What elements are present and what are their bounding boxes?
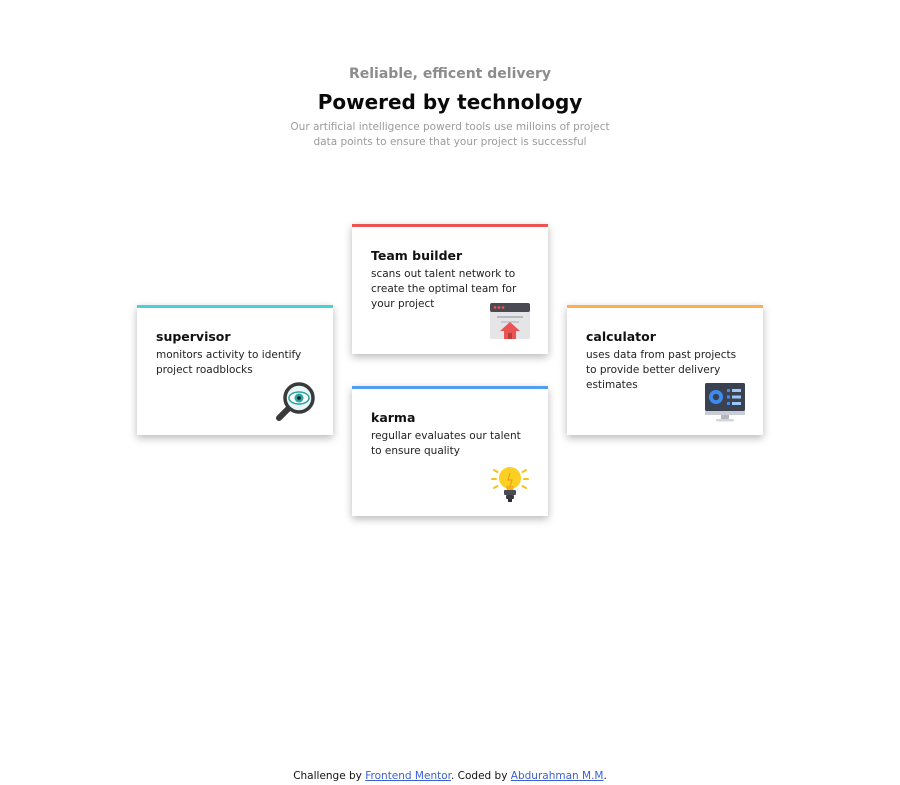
card-karma	[352, 386, 548, 516]
card-text: regullar evaluates our talent to ensure quality	[371, 430, 521, 457]
footer-middle: . Coded by	[451, 770, 511, 782]
card-title: calculator	[586, 329, 656, 344]
card-team-builder	[352, 224, 548, 354]
magnifier-eye-icon	[274, 381, 316, 423]
card-title: supervisor	[156, 329, 231, 344]
header-kicker: Reliable, efficent delivery	[348, 66, 552, 82]
monitor-chart-icon	[704, 381, 746, 423]
lightbulb-icon	[489, 462, 531, 504]
browser-upload-icon	[489, 300, 531, 342]
page-header	[0, 64, 900, 150]
card-text: uses data from past projects to provide better delivery estimates	[586, 349, 737, 391]
header-description: Our artificial intelligence powerd tools use milloins of project data points to ensure that your project is successful	[290, 121, 610, 148]
footer-suffix: .	[603, 770, 607, 782]
card-title: Team builder	[371, 248, 463, 263]
attribution-footer	[0, 770, 900, 782]
frontend-mentor-link[interactable]: Frontend Mentor	[365, 770, 451, 782]
card-title: karma	[371, 410, 416, 425]
page-title: Powered by technology	[317, 90, 583, 114]
card-supervisor	[137, 305, 333, 435]
footer-prefix: Challenge by	[293, 770, 366, 782]
author-link[interactable]: Abdurahman M.M	[510, 770, 604, 782]
card-text: scans out talent network to create the optimal team for your project	[371, 268, 517, 310]
card-calculator	[567, 305, 763, 435]
card-text: monitors activity to identify project roadblocks	[156, 349, 302, 376]
